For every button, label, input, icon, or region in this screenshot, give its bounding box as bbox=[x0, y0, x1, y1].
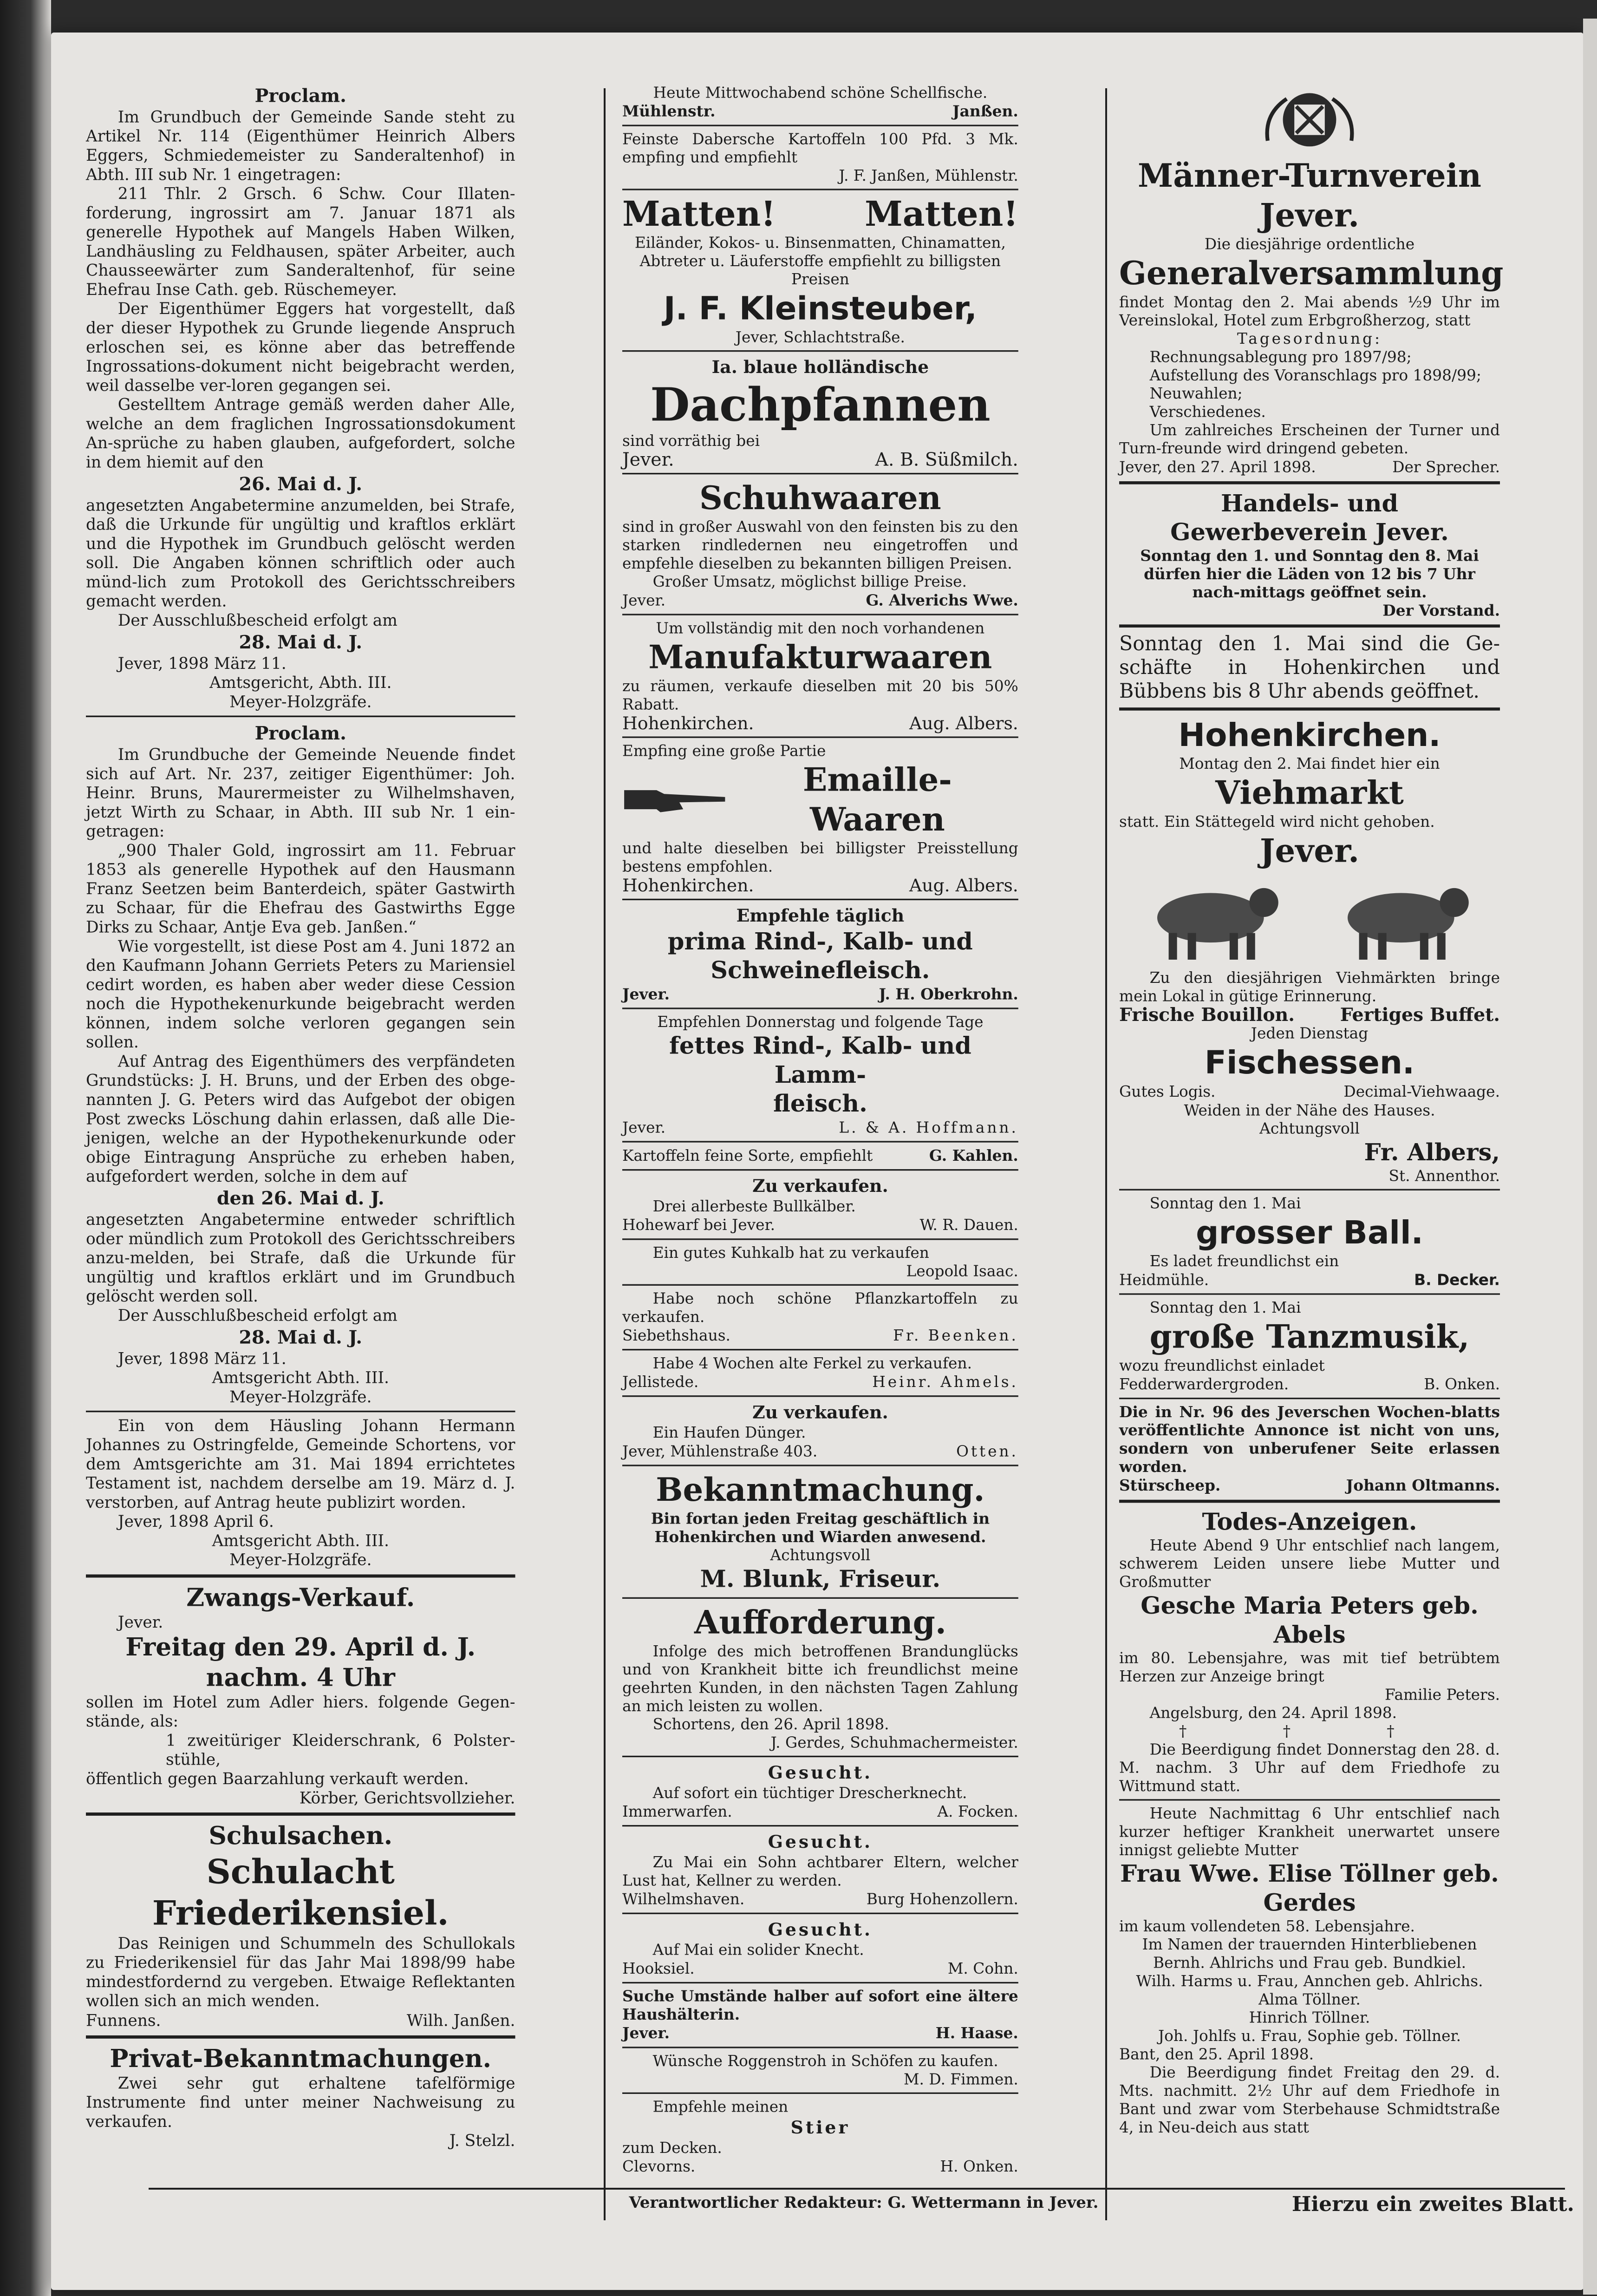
ad-signature: G. Kahlen. bbox=[929, 1146, 1018, 1165]
schul-headline: Schulacht Friederikensiel. bbox=[152, 1851, 449, 1933]
ad-signature: Otten. bbox=[956, 1442, 1018, 1460]
ad-pflanzkartoffeln bbox=[622, 1289, 1018, 1345]
ad-duenger bbox=[622, 1401, 1018, 1461]
ad-text: Empfehlen Donnerstag und folgende Tage bbox=[657, 1013, 984, 1031]
zwang-title: Zwangs-Verkauf. bbox=[186, 1583, 415, 1612]
pointing-hand-icon bbox=[622, 783, 729, 817]
ad-signature: Burg Hohenzollern. bbox=[866, 1890, 1018, 1908]
divider bbox=[86, 1812, 515, 1816]
ad-text: Wünsche Roggenstroh in Schöfen zu kaufen. bbox=[652, 2052, 998, 2070]
ad-emaille bbox=[622, 742, 1018, 895]
ad-headline: Jever. bbox=[1259, 831, 1360, 870]
ad-text: Es ladet freundlichst ein bbox=[1149, 1252, 1339, 1270]
divider bbox=[622, 1395, 1018, 1397]
ad-subtitle: Um vollständig mit den noch vorhandenen bbox=[656, 619, 985, 637]
section-title: Todes-Anzeigen. bbox=[1202, 1507, 1417, 1536]
ad-kartoffeln bbox=[622, 130, 1018, 185]
ad-viehmarkt bbox=[1119, 715, 1500, 831]
ad-place: Jever. bbox=[622, 591, 666, 609]
ad-subtitle: Die diesjährige ordentliche bbox=[1204, 235, 1415, 253]
ad-headline: Emaille-Waaren bbox=[802, 760, 952, 838]
divider bbox=[622, 1597, 1018, 1599]
divider bbox=[86, 1575, 515, 1578]
obituary-text: Die Beerdigung findet Donnerstag den 28. d. M. nachm. 3 Uhr auf dem Friedhofe zu Wittmund statt. bbox=[1119, 1740, 1500, 1795]
ad-signature: Der Sprecher. bbox=[1392, 458, 1500, 476]
ad-place: Schortens, den 26. April 1898. bbox=[652, 1715, 889, 1733]
ad-kuhkalb bbox=[622, 1244, 1018, 1281]
ad-signature: Aug. Albers. bbox=[909, 875, 1018, 896]
agenda-item: Neuwahlen; bbox=[1149, 385, 1243, 403]
ad-text: wozu freundlichst einladet bbox=[1119, 1357, 1325, 1374]
ad-headline: Fischessen. bbox=[1204, 1044, 1415, 1081]
ad-signature: Aug. Albers. bbox=[909, 713, 1018, 733]
testament-text: Ein von dem Häusling Johann Hermann Johannes zu Ostringfelde, Gemeinde Schortens, vor dem Amtsgerichte am 31. Mai 1894 errichtetes Testament ist, nachdem derselbe am 19. März d. J. verstorben, auf Antrag heute publizirt worden. bbox=[86, 1416, 515, 1512]
ad-headline: Gesucht. bbox=[768, 1919, 873, 1940]
divider bbox=[622, 899, 1018, 900]
ad-offer: Decimal-Viehwaage. bbox=[1343, 1083, 1500, 1101]
ad-signature: W. R. Dauen. bbox=[919, 1216, 1018, 1234]
ad-matten bbox=[622, 194, 1018, 347]
testament-notice bbox=[86, 1416, 515, 1570]
schul-signature: Wilh. Janßen. bbox=[406, 2011, 515, 2030]
column-3 bbox=[1119, 84, 1504, 2137]
ad-place: Jever. bbox=[622, 2024, 670, 2042]
ad-gewerbeverein bbox=[1119, 489, 1500, 620]
ad-signature: A. B. Süßmilch. bbox=[875, 449, 1018, 471]
proclam-2-text: Der Ausschlußbescheid erfolgt am bbox=[117, 1306, 398, 1325]
ad-manufakturwaaren bbox=[622, 619, 1018, 733]
ad-gesucht-3 bbox=[622, 1918, 1018, 1978]
ad-text: statt. Ein Stättegeld wird nicht gehoben. bbox=[1119, 813, 1435, 831]
ad-signature: M. Cohn. bbox=[947, 1960, 1018, 1978]
ad-headline: Zu verkaufen. bbox=[752, 1175, 888, 1197]
ad-signature: J. H. Oberkrohn. bbox=[879, 985, 1018, 1003]
book-spine bbox=[0, 0, 51, 2296]
agenda-title: Tagesordnung: bbox=[1237, 330, 1382, 348]
obituary-mourners: Wilh. Harms u. Frau, Annchen geb. Ahlrichs. bbox=[1136, 1972, 1483, 1990]
ad-place: Hohenkirchen. bbox=[622, 875, 754, 896]
ad-text: Eiländer, Kokos- u. Binsenmatten, Chinamatten, Abtreter u. Läuferstoffe empfiehlt zu billigsten Preisen bbox=[634, 234, 1006, 288]
page-bottom-rule bbox=[149, 2188, 1565, 2190]
zwangs-verkauf bbox=[86, 1583, 515, 1808]
divider bbox=[622, 1349, 1018, 1350]
ad-text: Zu den diesjährigen Viehmärkten bringe mein Lokal in gütige Erinnerung. bbox=[1119, 969, 1500, 1005]
ad-headline: Gesucht. bbox=[768, 1762, 873, 1783]
ad-place: Jever. bbox=[622, 985, 670, 1003]
obituary-text: Heute Abend 9 Uhr entschlief nach langem, schwerem Leiden unsere liebe Mutter und Großmutter bbox=[1119, 1537, 1500, 1591]
proclam-1-text: 211 Thlr. 2 Grsch. 6 Schw. Cour Illaten-forderung, ingrossirt am 7. Januar 1871 als generelle Hypothek auf Mangels Haben Wilken, Landhäusling zu Feldhausen, später Arbeiter, auch Chausseewärter zum Sanderaltenhof, für seine Ehefrau Inse Cath. geb. Rüschemeyer. bbox=[86, 184, 515, 299]
zwang-place: Jever. bbox=[117, 1613, 163, 1632]
obituary-text: im kaum vollendeten 58. Lebensjahre. bbox=[1119, 1917, 1415, 1936]
bull-icon bbox=[1332, 876, 1477, 964]
ad-headline: fettes Rind-, Kalb- und Lamm- bbox=[669, 1031, 971, 1089]
divider bbox=[1119, 707, 1500, 711]
obituary-place: Bant, den 25. April 1898. bbox=[1119, 2045, 1314, 2063]
ad-headline: Schuhwaaren bbox=[699, 479, 941, 517]
ad-firm: J. F. Kleinsteuber, bbox=[663, 289, 977, 327]
proclam-1-text: Der Eigenthümer Eggers hat vorgestellt, daß der dieser Hypothek zu Grunde liegende Anspruch erloschen sei, es könne aber das betreffende Ingrossations-dokument nicht beigebracht werden, weil dasselbe ver-loren gegangen sei. bbox=[86, 300, 515, 395]
proclam-2-text: „900 Thaler Gold, ingrossirt am 11. Februar 1853 als generelle Hypothek auf den Hausmann Franz Seetzen beim Banterdeich, später Gastwirth zu Schaar, für die Ehefrau des Gastwirths Egge Dirks zu Schaar, Antje Eva geb. Janßen.“ bbox=[86, 841, 515, 937]
ad-signature: Heinr. Ahmels. bbox=[872, 1373, 1018, 1391]
ad-headline: fleisch. bbox=[773, 1089, 867, 1118]
ad-headline: prima Rind-, Kalb- und bbox=[667, 927, 973, 955]
ad-text: Ein gutes Kuhkalb hat zu verkaufen bbox=[652, 1244, 929, 1262]
divider bbox=[622, 2047, 1018, 2048]
ad-text: Achtungsvoll bbox=[770, 1546, 871, 1564]
todes-anzeigen bbox=[1119, 1507, 1500, 2137]
obituary-mourners: Hinrich Töllner. bbox=[1249, 2009, 1370, 2027]
divider bbox=[622, 1756, 1018, 1757]
obituary-mourners: Im Namen der trauernden Hinterbliebenen bbox=[1142, 1936, 1477, 1954]
ad-place: Heidmühle. bbox=[1119, 1271, 1209, 1289]
divider bbox=[622, 1169, 1018, 1171]
ad-text: Weiden in der Nähe des Hauses. bbox=[1184, 1101, 1435, 1119]
divider bbox=[622, 1238, 1018, 1240]
proclam-2-date: den 26. Mai d. J. bbox=[216, 1187, 385, 1209]
ad-place: Jever. bbox=[622, 449, 674, 471]
privat-signature: J. Stelzl. bbox=[449, 2132, 515, 2150]
privat-bekanntmachungen bbox=[86, 2043, 515, 2150]
ad-signature: A. Focken. bbox=[937, 1803, 1018, 1821]
ad-text: Jeden Dienstag bbox=[1251, 1025, 1369, 1042]
ad-bekanntmachung-blunk bbox=[622, 1470, 1018, 1594]
ad-signature: M. Blunk, Friseur. bbox=[700, 1564, 941, 1593]
privat-title: Privat-Bekanntmachungen. bbox=[110, 2044, 492, 2073]
zwang-date: Freitag den 29. April d. J. bbox=[125, 1632, 476, 1661]
proclam-1-text: Gestelltem Antrage gemäß werden daher Alle, welche an dem fraglichen Ingrossationsdokument An-sprüche zu haben glauben, aufgefordert, solche in dem hiemit auf den bbox=[86, 395, 515, 472]
ad-place: Hohewarf bei Jever. bbox=[622, 1216, 776, 1234]
ad-ball bbox=[1119, 1194, 1500, 1289]
schul-place: Funnens. bbox=[86, 2011, 161, 2030]
ad-place: Hohenkirchen. bbox=[622, 713, 754, 733]
ad-text: Sonntag den 1. Mai bbox=[1149, 1194, 1301, 1212]
divider bbox=[622, 1982, 1018, 1983]
ad-place: Jever, Mühlenstraße 403. bbox=[622, 1442, 818, 1460]
ad-text: und halte dieselben bei billigster Preisstellung bestens empfohlen. bbox=[622, 839, 1018, 876]
agenda-item: Rechnungsablegung pro 1897/98; bbox=[1149, 348, 1412, 366]
ad-headline: Manufakturwaaren bbox=[648, 638, 992, 676]
ad-gesucht-2 bbox=[622, 1831, 1018, 1909]
privat-text: Zwei sehr gut erhaltene tafelförmige Instrumente find unter meiner Nachweisung zu verkaufen. bbox=[86, 2074, 515, 2131]
ad-signature: L. & A. Hoffmann. bbox=[839, 1119, 1018, 1137]
zwang-text: öffentlich gegen Baarzahlung verkauft werden. bbox=[86, 1770, 469, 1788]
ad-roggenstroh bbox=[622, 2052, 1018, 2089]
ad-headline: Bekanntmachung. bbox=[656, 1471, 985, 1509]
editor-line: Verantwortlicher Redakteur: G. Wettermann in Jever. bbox=[629, 2193, 1099, 2212]
ad-headline: Stier bbox=[790, 2117, 850, 2138]
proclam-2-text: Im Grundbuche der Gemeinde Neuende findet sich auf Art. Nr. 237, zeitiger Eigenthümer: Joh. Heinr. Bruns, Maurermeister zu Wilhelmshaven, jetzt Wirth zu Schaar, in Abth. III sub Nr. 1 ein-getragen: bbox=[86, 746, 515, 841]
ad-address: Jever, Schlachtstraße. bbox=[735, 328, 905, 346]
ad-headline: Viehmarkt bbox=[1215, 773, 1404, 812]
ad-albers bbox=[1119, 831, 1500, 1185]
matten-title: Matten! bbox=[865, 193, 1018, 234]
divider bbox=[622, 614, 1018, 615]
ad-text: Um zahlreiches Erscheinen der Turner und Turn-freunde wird dringend gebeten. bbox=[1119, 421, 1500, 458]
ad-place: Hooksiel. bbox=[622, 1960, 695, 1978]
ad-text: Sonntag den 1. und Sonntag den 8. Mai dürfen hier die Läden von 12 bis 7 Uhr nach-mittags geöffnet sein. bbox=[1140, 547, 1479, 602]
divider bbox=[622, 1465, 1018, 1466]
ad-kartoffeln-kahlen bbox=[622, 1146, 1018, 1165]
ad-place: Mühlenstr. bbox=[622, 102, 716, 120]
turnverein-emblem-icon bbox=[1260, 84, 1359, 156]
ad-signature: Johann Oltmanns. bbox=[1346, 1476, 1500, 1495]
divider bbox=[622, 1141, 1018, 1142]
proclam-2-date: 28. Mai d. J. bbox=[239, 1326, 362, 1348]
ad-headline: Dachpfannen bbox=[650, 378, 991, 432]
ad-signature: J. F. Janßen, Mühlenstr. bbox=[839, 167, 1018, 185]
ad-signature: Fr. Beenken. bbox=[893, 1327, 1018, 1345]
ad-headline: Zu verkaufen. bbox=[752, 1402, 888, 1423]
ad-schuhwaaren bbox=[622, 478, 1018, 610]
ad-signature: Leopold Isaac. bbox=[906, 1262, 1018, 1280]
zwang-items: 1 zweitüriger Kleiderschrank, 6 Polster-stühle, bbox=[166, 1731, 515, 1769]
ad-headline: Generalversammlung bbox=[1119, 254, 1504, 292]
ad-stier bbox=[622, 2098, 1018, 2176]
bull-icon bbox=[1142, 876, 1287, 964]
proclam-2-text: angesetzten Angabetermine entweder schriftlich oder mündlich zum Protokoll des Gerichtsschreibers anzu-melden, bei Strafe, daß die Urkunde für ungültig und kraftlos erklärt und im Grundbuch gelöscht werden soll. bbox=[86, 1210, 515, 1306]
ad-text: Achtungsvoll bbox=[1259, 1120, 1360, 1138]
ad-place: Clevorns. bbox=[622, 2158, 696, 2176]
ad-signature: Der Vorstand. bbox=[1382, 602, 1500, 620]
ad-headline: grosser Ball. bbox=[1196, 1213, 1423, 1251]
ad-text: Bin fortan jeden Freitag geschäftlich in Hohenkirchen und Wiarden anwesend. bbox=[651, 1510, 990, 1546]
ad-headline: große Tanzmusik, bbox=[1149, 1317, 1470, 1355]
ad-text: Feinste Dabersche Kartoffeln 100 Pfd. 3 Mk. empfing und empfiehlt bbox=[622, 130, 1018, 166]
schul-text: Das Reinigen und Schummeln des Schullokals zu Friederikensiel für das Jahr Mai 1898/99 habe mindestfordernd zu vergeben. Etwaige Reflektanten wollen sich an mich wenden. bbox=[86, 1934, 515, 2010]
ad-headline: Hohenkirchen. bbox=[1178, 716, 1441, 754]
divider bbox=[622, 350, 1018, 352]
divider bbox=[86, 716, 515, 717]
ad-place: Jever. bbox=[622, 1119, 666, 1137]
ad-signature: B. Decker. bbox=[1414, 1271, 1500, 1289]
ad-geschaefte-geoeffnet bbox=[1119, 632, 1500, 703]
ad-signature: J. Gerdes, Schuhmachermeister. bbox=[770, 1734, 1018, 1752]
divider bbox=[622, 1007, 1018, 1009]
ad-headline: Handels- und Gewerbeverein Jever. bbox=[1170, 489, 1449, 546]
proclam-2 bbox=[86, 721, 515, 1407]
ad-text: Infolge des mich betroffenen Brandunglücks und von Krankheit bitte ich freundlichst meine geehrten Kunden, in den nächsten Tagen Zahlung an mich leisten zu wollen. bbox=[622, 1642, 1018, 1715]
ad-address: St. Annenthor. bbox=[1388, 1167, 1500, 1185]
proclam-1 bbox=[86, 84, 515, 712]
ad-text: Sonntag den 1. Mai bbox=[1149, 1299, 1301, 1317]
schul-title: Schulsachen. bbox=[209, 1821, 393, 1850]
ad-text: sind in großer Auswahl von den feinsten bis zu den starken rindledernen neu eingetroffen und empfehle dieselben zu bekannten billigen Preisen. bbox=[622, 518, 1018, 573]
ad-place: Jellistede. bbox=[622, 1373, 699, 1391]
proclam-1-place: Jever, 1898 März 11. bbox=[117, 654, 287, 673]
ad-place: Wilhelmshaven. bbox=[622, 1890, 745, 1908]
ad-headline: Männer-Turnverein Jever. bbox=[1138, 157, 1481, 234]
proclam-1-text: angesetzten Angabetermine anzumelden, bei Strafe, daß die Urkunde für ungültig und kraftlos erklärt und die Hypothek im Grundbuch gelöscht werden soll. Die Angaben können schriftlich oder auch münd-lich zum Protokoll des Gerichtsschreibers gemacht werden. bbox=[86, 496, 515, 611]
ad-headline: Schweinefleisch. bbox=[711, 956, 930, 984]
divider bbox=[622, 1825, 1018, 1826]
cross-icon: † † † bbox=[1179, 1722, 1441, 1740]
ad-text: Auf Mai ein solider Knecht. bbox=[652, 1941, 864, 1959]
proclam-1-date: 26. Mai d. J. bbox=[239, 473, 362, 495]
divider bbox=[1119, 1398, 1500, 1399]
divider bbox=[622, 2093, 1018, 2094]
ad-text: Kartoffeln feine Sorte, empfiehlt bbox=[622, 1147, 873, 1165]
proclam-2-place: Jever, 1898 März 11. bbox=[117, 1349, 287, 1368]
proclam-1-text: Im Grundbuch der Gemeinde Sande steht zu Artikel Nr. 114 (Eigenthümer Heinrich Albers Eggers, Schmiedemeister zu Sanderaltenhof) in Abth. III sub Nr. 1 eingetragen: bbox=[86, 108, 515, 184]
ad-text: Zu Mai ein Sohn achtbarer Eltern, welcher Lust hat, Kellner zu werden. bbox=[622, 1853, 1018, 1890]
testament-court: Amtsgericht Abth. III. bbox=[212, 1531, 389, 1550]
ad-turnverein bbox=[1119, 84, 1504, 477]
ad-text: sind vorräthig bei bbox=[622, 432, 760, 450]
obituary-text: im 80. Lebensjahre, was mit tief betrübtem Herzen zur Anzeige bringt bbox=[1119, 1649, 1500, 1686]
divider bbox=[86, 1411, 515, 1412]
ad-signature: Janßen. bbox=[952, 102, 1018, 120]
ad-headline: Aufforderung. bbox=[694, 1603, 946, 1641]
column-1 bbox=[86, 84, 515, 2151]
obituary-name: Gesche Maria Peters geb. Abels bbox=[1141, 1591, 1479, 1648]
ad-schellfische bbox=[622, 84, 1018, 121]
ad-richtigstellung bbox=[1119, 1403, 1500, 1495]
cattle-illustrations bbox=[1119, 876, 1500, 964]
ad-text: Habe noch schöne Pflanzkartoffeln zu verkaufen. bbox=[622, 1289, 1018, 1326]
ad-subtitle: Empfing eine große Partie bbox=[622, 742, 826, 760]
column-2 bbox=[622, 84, 1018, 2176]
ad-fleisch-hoffmann bbox=[622, 1013, 1018, 1137]
zwang-text: sollen im Hotel zum Adler hiers. folgende Gegen-stände, als: bbox=[86, 1693, 515, 1731]
agenda-item: Verschiedenes. bbox=[1149, 403, 1266, 421]
ad-signature: B. Onken. bbox=[1424, 1375, 1500, 1393]
ad-place: Stürscheep. bbox=[1119, 1476, 1221, 1495]
ad-signature: H. Haase. bbox=[935, 2024, 1018, 2042]
divider bbox=[622, 736, 1018, 738]
obituary-mourners: Alma Töllner. bbox=[1258, 1990, 1361, 2008]
ad-text: findet Montag den 2. Mai abends ½9 Uhr im Vereinslokal, Hotel zum Erbgroßherzog, statt bbox=[1119, 293, 1500, 329]
proclam-2-text: Wie vorgestellt, ist diese Post am 4. Juni 1872 an den Kaufmann Johann Gerriets Peters zu Mariensiel cedirt worden, es haben aber weder diese Cession noch die Hypothekenurkunde beigebracht werden können, indem solche verloren gegangen sein sollen. bbox=[86, 937, 515, 1052]
ad-signature: M. D. Fimmen. bbox=[903, 2070, 1018, 2088]
ad-text: Auf sofort ein tüchtiger Drescherknecht. bbox=[652, 1784, 967, 1802]
proclam-1-signature: Meyer-Holzgräfe. bbox=[229, 693, 372, 712]
agenda-item: Aufstellung des Voranschlags pro 1898/99; bbox=[1149, 366, 1481, 384]
ad-tanzmusik bbox=[1119, 1299, 1500, 1394]
ad-offer: Gutes Logis. bbox=[1119, 1083, 1216, 1101]
proclam-1-court: Amtsgericht, Abth. III. bbox=[209, 674, 392, 692]
zwang-time: nachm. 4 Uhr bbox=[206, 1662, 395, 1692]
ad-fleisch-oberkrohn bbox=[622, 904, 1018, 1004]
ad-signature: H. Onken. bbox=[940, 2158, 1018, 2176]
ad-text: Die in Nr. 96 des Jeverschen Wochen-blatts veröffentlichte Annonce ist nicht von uns, sondern von unberufener Seite erlassen worden. bbox=[1119, 1403, 1500, 1476]
obituary-place: Angelsburg, den 24. April 1898. bbox=[1149, 1704, 1397, 1722]
divider bbox=[86, 2035, 515, 2039]
divider bbox=[622, 473, 1018, 474]
divider bbox=[622, 1913, 1018, 1914]
divider bbox=[1119, 1799, 1500, 1800]
ad-signature: Fr. Albers, bbox=[1364, 1138, 1500, 1166]
divider bbox=[1119, 1500, 1500, 1503]
divider bbox=[622, 125, 1018, 126]
proclam-2-title: Proclam. bbox=[254, 722, 346, 744]
schulsachen bbox=[86, 1820, 515, 2030]
ad-bullkaelber bbox=[622, 1174, 1018, 1235]
ad-place: Immerwarfen. bbox=[622, 1803, 732, 1821]
ad-text: Suche Umstände halber auf sofort eine ältere Haushälterin. bbox=[622, 1987, 1018, 2024]
divider bbox=[1119, 1293, 1500, 1295]
ad-text: zum Decken. bbox=[622, 2139, 722, 2157]
ad-ferkel bbox=[622, 1354, 1018, 1392]
ad-subtitle: Empfehle täglich bbox=[736, 905, 905, 926]
ad-offer: Frische Bouillon. bbox=[1119, 1004, 1295, 1026]
ad-text: Großer Umsatz, möglichst billige Preise. bbox=[652, 573, 967, 591]
obituary-name: Frau Wwe. Elise Töllner geb. Gerdes bbox=[1120, 1859, 1499, 1917]
zwang-signature: Körber, Gerichtsvollzieher. bbox=[299, 1789, 515, 1807]
ad-dachpfannen bbox=[622, 355, 1018, 469]
ad-gesucht-1 bbox=[622, 1761, 1018, 1821]
column-rule-2 bbox=[1105, 88, 1107, 2220]
testament-place: Jever, 1898 April 6. bbox=[117, 1512, 274, 1531]
ad-headline: Gesucht. bbox=[768, 1831, 873, 1852]
ad-signature: G. Alverichs Wwe. bbox=[866, 591, 1018, 609]
ad-haushaelterin bbox=[622, 1987, 1018, 2043]
ad-place: Siebethshaus. bbox=[622, 1327, 730, 1345]
ad-text: Habe 4 Wochen alte Ferkel zu verkaufen. bbox=[652, 1354, 972, 1373]
divider bbox=[1119, 624, 1500, 628]
proclam-2-text: Auf Antrag des Eigenthümers des verpfändeten Grundstücks: J. H. Bruns, und der Erben des obge-nannten J. G. Peters wird das Aufgebot der obigen Post zwecks Löschung dahin erlassen, daß alle Die-jenigen, welche an der Hypothekenurkunde oder obige Eintragung Ansprüche zu erheben haben, aufgefordert werden, solche in dem auf bbox=[86, 1052, 515, 1186]
ad-text: Ein Haufen Dünger. bbox=[652, 1424, 806, 1442]
divider bbox=[622, 1284, 1018, 1286]
ad-place: Fedderwardergroden. bbox=[1119, 1375, 1289, 1393]
supplement-note: Hierzu ein zweites Blatt. bbox=[1291, 2192, 1574, 2216]
testament-signature: Meyer-Holzgräfe. bbox=[229, 1550, 372, 1570]
ad-text: Montag den 2. Mai findet hier ein bbox=[1179, 755, 1440, 773]
ad-text: Empfehle meinen bbox=[652, 2098, 789, 2116]
divider bbox=[1119, 1189, 1500, 1191]
ad-aufforderung bbox=[622, 1603, 1018, 1752]
ad-text: Heute Mittwochabend schöne Schellfische. bbox=[653, 84, 988, 102]
proclam-1-date: 28. Mai d. J. bbox=[239, 631, 362, 653]
proclam-2-court: Amtsgericht Abth. III. bbox=[212, 1368, 389, 1387]
ad-offer: Fertiges Buffet. bbox=[1340, 1004, 1500, 1026]
matten-title: Matten! bbox=[622, 193, 776, 234]
obituary-text: Heute Nachmittag 6 Uhr entschlief nach kurzer heftiger Krankheit unerwartet unsere innigst geliebte Mutter bbox=[1119, 1805, 1500, 1859]
obituary-mourners: Bernh. Ahlrichs und Frau geb. Bundkiel. bbox=[1153, 1954, 1467, 1972]
ad-text: Drei allerbeste Bullkälber. bbox=[652, 1197, 856, 1216]
schul-signature-row bbox=[86, 2011, 515, 2031]
obituary-mourners: Joh. Johlfs u. Frau, Sophie geb. Töllner. bbox=[1158, 2027, 1461, 2045]
next-page-edge bbox=[1583, 19, 1597, 2295]
obituary-family: Familie Peters. bbox=[1384, 1686, 1500, 1704]
ad-text: zu räumen, verkaufe dieselben mit 20 bis 50% Rabatt. bbox=[622, 677, 1018, 713]
proclam-2-signature: Meyer-Holzgräfe. bbox=[229, 1387, 372, 1406]
divider bbox=[1119, 481, 1500, 484]
proclam-1-title: Proclam. bbox=[254, 85, 346, 107]
ad-subtitle: Ia. blaue holländische bbox=[711, 356, 929, 378]
ad-text: Sonntag den 1. Mai sind die Ge-schäfte in Hohenkirchen und Bübbens bis 8 Uhr abends geöffnet. bbox=[1119, 632, 1500, 703]
divider bbox=[622, 189, 1018, 190]
obituary-text: Die Beerdigung findet Freitag den 29. d. Mts. nachmitt. 2½ Uhr auf dem Friedhofe in Bant und zwar vom Sterbehause Schmidtstraße 4, in Neu-deich aus statt bbox=[1119, 2064, 1500, 2136]
column-rule-1 bbox=[604, 88, 606, 2220]
ad-place: Jever, den 27. April 1898. bbox=[1119, 458, 1316, 476]
proclam-1-text: Der Ausschlußbescheid erfolgt am bbox=[117, 611, 398, 630]
